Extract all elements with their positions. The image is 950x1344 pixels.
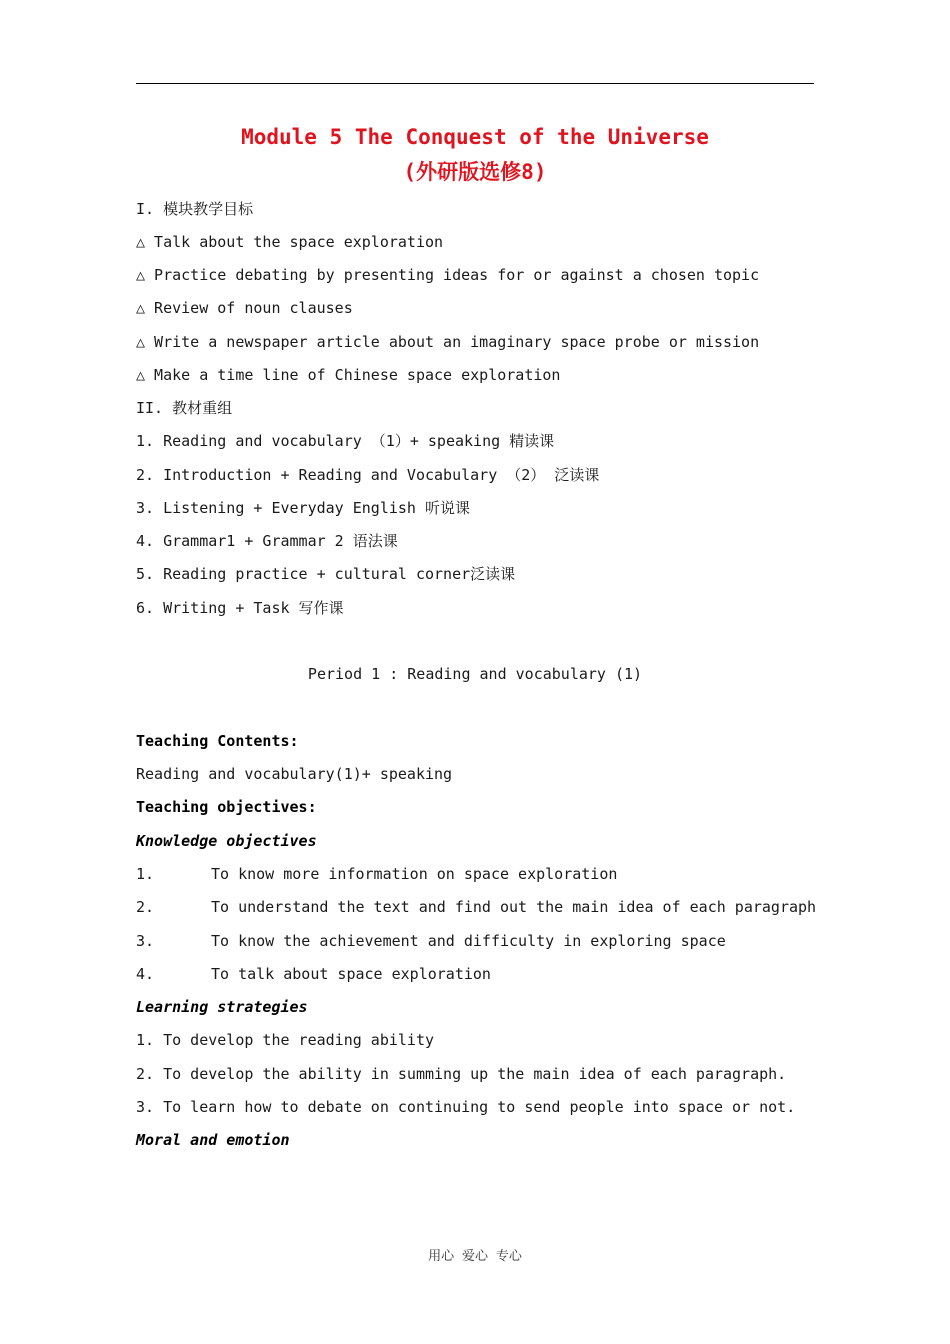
goal-item: △ Talk about the space exploration [136, 233, 444, 251]
section1-heading: I. 模块教学目标 [136, 200, 254, 218]
knowledge-item [136, 964, 491, 984]
moral-emotion-heading: Moral and emotion [136, 1131, 290, 1149]
knowledge-item-number: 3. [136, 932, 155, 950]
knowledge-item-text: To know more information on space exploration [211, 865, 618, 883]
knowledge-item-number: 2. [136, 898, 155, 916]
knowledge-item-text: To understand the text and find out the main idea of each paragraph [211, 898, 817, 916]
lesson-item: 2. Introduction + Reading and Vocabulary （2） 泛读课 [136, 466, 600, 484]
period-heading: Period 1 : Reading and vocabulary (1) [307, 665, 643, 683]
lesson-item: 3. Listening + Everyday English 听说课 [136, 499, 470, 517]
knowledge-item-number: 4. [136, 965, 155, 983]
goal-item: △ Write a newspaper article about an imaginary space probe or mission [136, 333, 760, 351]
knowledge-item [136, 897, 816, 917]
goal-item: △ Review of noun clauses [136, 299, 353, 317]
header-rule [136, 83, 814, 84]
goal-item: △ Make a time line of Chinese space exploration [136, 366, 561, 384]
knowledge-item-number: 1. [136, 865, 155, 883]
document-subtitle: (外研版选修8) [403, 160, 547, 184]
teaching-contents-heading: Teaching Contents: [136, 732, 299, 750]
knowledge-item [136, 864, 617, 884]
lesson-item: 6. Writing + Task 写作课 [136, 599, 344, 617]
page-footer: 用心 爱心 专心 [428, 1249, 522, 1264]
lesson-item: 5. Reading practice + cultural corner泛读课 [136, 565, 516, 583]
knowledge-item-text: To talk about space exploration [211, 965, 491, 983]
lesson-item: 1. Reading and vocabulary （1）+ speaking 精读课 [136, 432, 555, 450]
lesson-item: 4. Grammar1 + Grammar 2 语法课 [136, 532, 398, 550]
teaching-objectives-heading: Teaching objectives: [136, 798, 317, 816]
learning-strategies-heading: Learning strategies [136, 998, 308, 1016]
knowledge-objectives-heading: Knowledge objectives [136, 832, 317, 850]
knowledge-item [136, 931, 726, 951]
strategy-item: 1. To develop the reading ability [136, 1031, 435, 1049]
section2-heading: II. 教材重组 [136, 399, 233, 417]
knowledge-item-text: To know the achievement and difficulty in exploring space [211, 932, 726, 950]
strategy-item: 3. To learn how to debate on continuing to send people into space or not. [136, 1098, 796, 1116]
goal-item: △ Practice debating by presenting ideas for or against a chosen topic [136, 266, 760, 284]
teaching-contents-text: Reading and vocabulary(1)+ speaking [136, 765, 453, 783]
strategy-item: 2. To develop the ability in summing up the main idea of each paragraph. [136, 1065, 787, 1083]
document-title: Module 5 The Conquest of the Universe [241, 125, 709, 149]
